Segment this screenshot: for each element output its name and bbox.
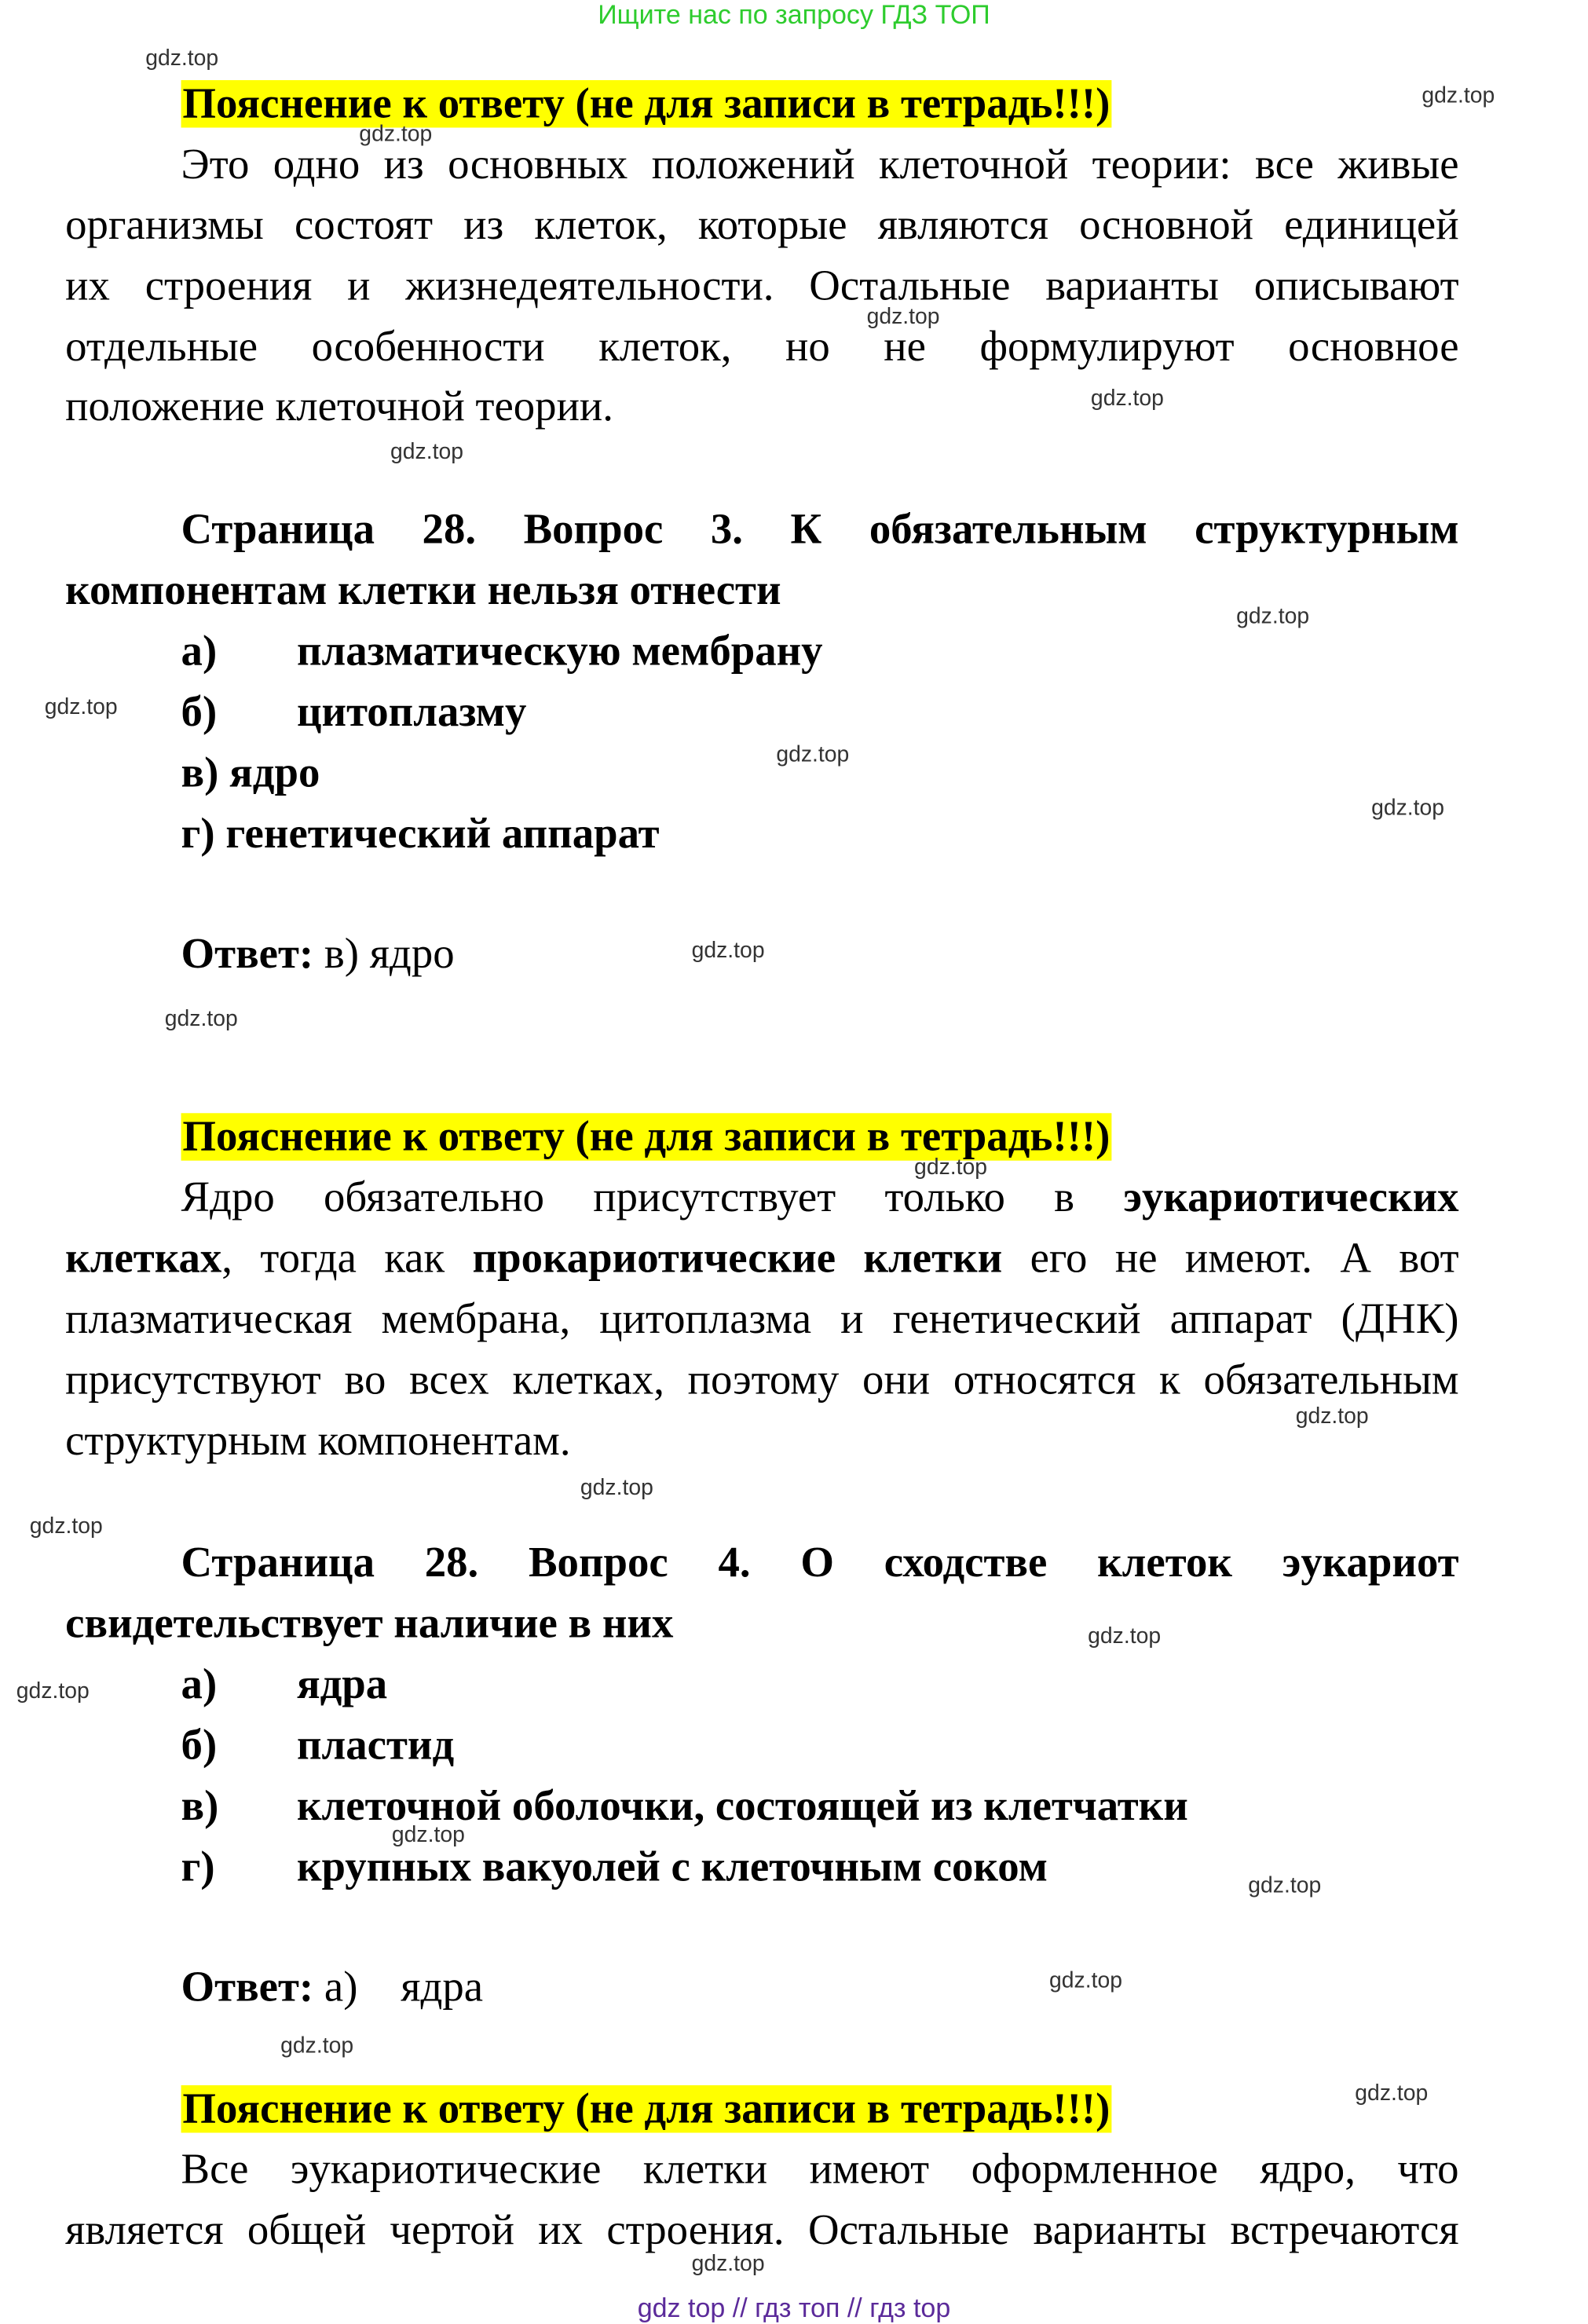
text: Ядро обязательно присутствует только в xyxy=(181,1173,1124,1222)
highlighted-heading: Пояснение к ответу (не для записи в тетрадь!!!) xyxy=(182,80,1111,128)
watermark: gdz.top xyxy=(145,46,219,71)
paragraph-line xyxy=(65,382,613,432)
option-text: генетический аппарат xyxy=(214,810,660,858)
paragraph-line xyxy=(65,322,1458,372)
watermark: gdz.top xyxy=(16,1678,90,1704)
text: их строения и жизнедеятельности. Остальные варианты описывают xyxy=(65,262,1459,310)
text: положение клеточной теории. xyxy=(65,382,613,431)
paragraph-line xyxy=(65,200,1458,251)
option-letter: а) xyxy=(181,1660,218,1709)
option-letter: г) xyxy=(181,810,215,858)
note-heading xyxy=(181,79,1112,129)
question-text xyxy=(65,565,781,616)
answer-option xyxy=(181,748,320,798)
bold-text: клетках xyxy=(65,1235,222,1283)
watermark: gdz.top xyxy=(866,304,940,330)
paragraph-line xyxy=(65,1233,1458,1283)
text: Это одно из основных положений клеточной теории: все живые xyxy=(181,141,1459,188)
option-letter: г) xyxy=(181,1843,215,1891)
option-text: пластид xyxy=(296,1722,455,1770)
question-text xyxy=(181,1538,1459,1588)
watermark: gdz.top xyxy=(359,121,433,148)
answer-option xyxy=(181,1842,1048,1892)
option-letter: б) xyxy=(181,1722,218,1770)
option-text: цитоплазму xyxy=(296,688,527,737)
highlighted-heading: Пояснение к ответу (не для записи в тетрадь!!!) xyxy=(182,2085,1111,2133)
watermark: gdz.top xyxy=(691,938,765,964)
watermark: gdz.top xyxy=(1236,604,1310,630)
option-text: ядро xyxy=(218,749,320,797)
paragraph-line xyxy=(65,1294,1458,1345)
text: его не имеют. А вот xyxy=(1002,1235,1459,1283)
answer-option xyxy=(181,1660,388,1710)
text: Все эукариотические клетки имеют оформленное ядро, что xyxy=(181,2146,1459,2194)
text: организмы состоят из клеток, которые являются основной единицей xyxy=(65,201,1459,250)
answer-option xyxy=(181,1781,1188,1832)
answer-option xyxy=(181,1720,455,1770)
text: в) ядро xyxy=(313,930,455,979)
watermark: gdz.top xyxy=(391,1822,465,1848)
text: отдельные особенности клеток, но не формулируют основное xyxy=(65,323,1459,371)
paragraph-line xyxy=(65,2205,1458,2256)
watermark: gdz.top xyxy=(1049,1967,1123,1993)
watermark: gdz.top xyxy=(1090,386,1164,412)
watermark: gdz.top xyxy=(29,1513,103,1539)
watermark: gdz.top xyxy=(390,439,463,465)
option-letter: б) xyxy=(181,688,218,737)
bold-text: Ответ: xyxy=(181,930,314,979)
text: присутствуют во всех клетках, поэтому они относятся к обязательным xyxy=(65,1356,1459,1404)
watermark: gdz.top xyxy=(1295,1404,1369,1429)
highlighted-heading: Пояснение к ответу (не для записи в тетрадь!!!) xyxy=(182,1113,1111,1161)
watermark: gdz.top xyxy=(1088,1623,1162,1649)
watermark: gdz.top xyxy=(580,1475,653,1501)
paragraph-line xyxy=(65,1416,570,1466)
watermark: gdz.top xyxy=(1422,82,1495,108)
watermark: gdz.top xyxy=(164,1006,238,1032)
option-letter: в) xyxy=(181,749,219,797)
option-letter: в) xyxy=(181,1782,219,1831)
watermark: gdz.top xyxy=(691,2251,765,2277)
answer-option xyxy=(181,809,660,859)
watermark: gdz.top xyxy=(776,741,850,767)
answer-option xyxy=(181,626,823,676)
option-text: клеточной оболочки, состоящей из клетчатки xyxy=(296,1782,1188,1831)
answer-line xyxy=(181,929,455,979)
watermark: gdz.top xyxy=(280,2033,354,2059)
answer-option xyxy=(181,687,527,737)
text: плазматическая мембрана, цитоплазма и генетический аппарат (ДНК) xyxy=(65,1295,1459,1344)
bold-text: прокариотические клетки xyxy=(472,1235,1003,1283)
question-text xyxy=(65,1598,673,1649)
bold-text: Страница 28. Вопрос 3. К обязательным структурным xyxy=(181,506,1459,554)
watermark: gdz.top xyxy=(1355,2081,1429,2106)
text: является общей чертой их строения. Остальные варианты встречаются xyxy=(65,2206,1459,2255)
paragraph-line xyxy=(181,1173,1459,1223)
text: а) ядра xyxy=(313,1964,484,2011)
answer-line xyxy=(181,1962,484,2012)
bold-text: эукариотических xyxy=(1123,1173,1459,1222)
option-text: крупных вакуолей с клеточным соком xyxy=(296,1843,1048,1891)
watermark: gdz.top xyxy=(44,694,118,720)
search-banner[interactable]: Ищите нас по запросу ГДЗ ТОП xyxy=(598,0,990,30)
note-heading xyxy=(181,2084,1112,2134)
bold-text: Страница 28. Вопрос 4. О сходстве клеток эукариот xyxy=(181,1539,1459,1587)
footer-links[interactable]: gdz top // гдз топ // гдз top xyxy=(637,2293,951,2323)
bold-text: Ответ: xyxy=(181,1964,314,2011)
watermark: gdz.top xyxy=(1371,795,1445,822)
question-text xyxy=(181,504,1459,554)
paragraph-line xyxy=(181,2145,1459,2195)
watermark: gdz.top xyxy=(914,1155,988,1180)
bold-text: компонентам клетки нельзя отнести xyxy=(65,566,781,615)
paragraph-line xyxy=(65,1355,1458,1405)
paragraph-line xyxy=(65,262,1458,312)
option-text: плазматическую мембрану xyxy=(296,628,823,675)
text: , тогда как xyxy=(221,1235,473,1283)
paragraph-line xyxy=(181,140,1459,190)
bold-text: свидетельствует наличие в них xyxy=(65,1600,674,1648)
watermark: gdz.top xyxy=(1248,1872,1322,1898)
option-text: ядра xyxy=(296,1660,388,1709)
text: структурным компонентам. xyxy=(65,1417,571,1466)
option-letter: а) xyxy=(181,628,218,675)
